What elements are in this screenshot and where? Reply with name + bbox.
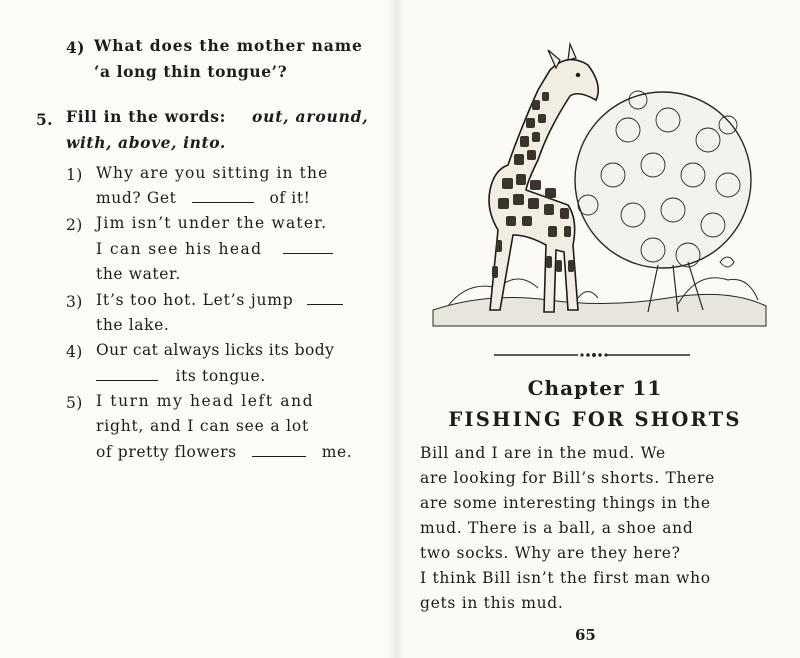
exercise-5-number: 5. [36, 110, 53, 129]
question-4-line1: What does the mother name [94, 36, 363, 55]
item-5-line3 [96, 440, 352, 465]
story-line: mud. There is a ball, a shoe and [420, 519, 694, 537]
story-line: Bill and I are in the mud. We [420, 444, 666, 462]
story-line: two socks. Why are they here? [420, 544, 681, 562]
item-4-line1: Our cat always licks its body [96, 341, 335, 359]
item-1-text-a: mud? Get [96, 189, 177, 207]
exercise-5-prompt: Fill in the words: [66, 107, 227, 126]
chapter-number: Chapter 11 [527, 376, 663, 400]
item-3-line2: the lake. [96, 316, 170, 334]
story-text [420, 441, 763, 616]
question-4-number: 4) [66, 38, 85, 57]
answer-blank[interactable] [96, 379, 158, 381]
item-3-number: 3) [66, 293, 83, 311]
item-4-line2 [96, 364, 266, 389]
item-1-text-b: of it! [269, 189, 311, 207]
answer-blank[interactable] [252, 455, 306, 457]
story-line: I think Bill isn’t the first man who [420, 569, 711, 587]
item-5-text-a: of pretty flowers [96, 443, 237, 461]
item-5-number: 5) [66, 394, 83, 412]
book-gutter [388, 0, 404, 658]
item-5-line1: I turn my head left and [96, 392, 315, 410]
item-1-number: 1) [66, 166, 83, 184]
chapter-divider [494, 350, 690, 360]
answer-blank[interactable] [192, 201, 254, 203]
item-3-text-a: It’s too hot. Let’s jump [96, 291, 294, 309]
page-number: 65 [575, 626, 596, 644]
item-2-text-a: I can see his head [96, 240, 263, 258]
item-4-number: 4) [66, 343, 83, 361]
question-4-line2: ‘a long thin tongue’? [94, 62, 288, 81]
chapter-title: FISHING FOR SHORTS [448, 408, 742, 431]
item-3-line1 [96, 288, 343, 313]
exercise-5-words-line1: out, around, [252, 107, 369, 126]
exercise-5-words-line2: with, above, into. [66, 133, 226, 152]
item-1-line2 [96, 186, 311, 211]
answer-blank[interactable] [307, 303, 343, 305]
item-1-line1: Why are you sitting in the [96, 164, 329, 182]
item-4-text-b: its tongue. [175, 367, 266, 385]
item-2-number: 2) [66, 216, 83, 234]
answer-blank[interactable] [283, 252, 333, 254]
item-2-line3: the water. [96, 265, 181, 283]
story-line: are looking for Bill’s shorts. There [420, 469, 716, 487]
story-line: gets in this mud. [420, 594, 564, 612]
item-5-line2: right, and I can see a lot [96, 417, 310, 435]
item-5-text-b: me. [321, 443, 353, 461]
story-line: are some interesting things in the [420, 494, 711, 512]
item-2-line1: Jim isn’t under the water. [96, 214, 328, 232]
giraffe-bush-illustration [428, 30, 768, 330]
item-2-line2 [96, 237, 333, 262]
left-page [0, 0, 395, 658]
